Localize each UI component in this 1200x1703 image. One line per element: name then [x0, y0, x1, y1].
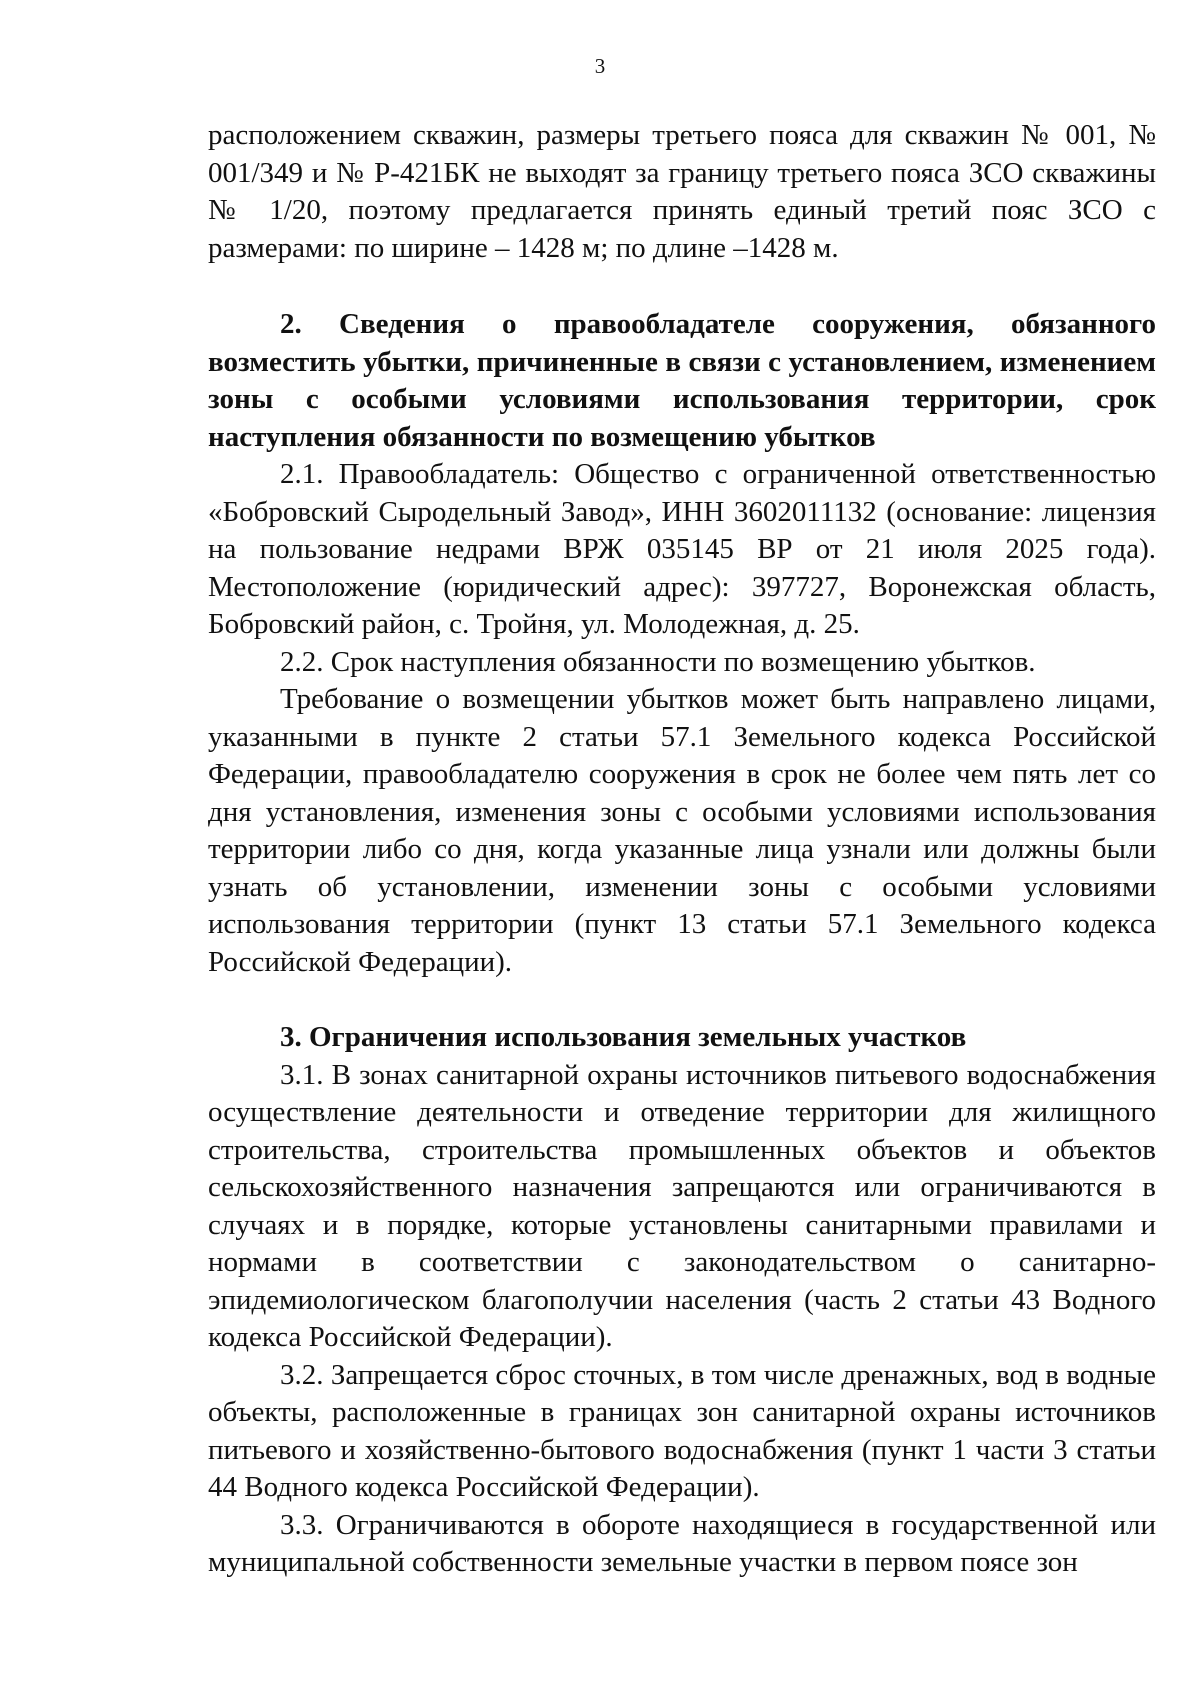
paragraph-2-3: Требование о возмещении убытков может быть направлено лицами, указанными в пункте 2 статьи 57.1 Земельного кодекса Российской Федерации, правообладателю сооружения в срок не более чем пять лет со дня установления, изменения зоны с особыми условиями использования территории либо со дня, когда указанные лица узнали или должны были узнать об установлении, изменении зоны с особыми условиями использования территории (пункт 13 статьи 57.1 Земельного кодекса Российской Федерации).: [208, 683, 1156, 978]
paragraph-continuation: расположением скважин, размеры третьего пояса для скважин № 001, № 001/349 и № Р-421БК не выходят за границу третьего пояса ЗСО скважины № 1/20, поэтому предлагается принять единый третий пояс ЗСО с размерами: по ширине – 1428 м; по длине –1428 м.: [208, 119, 1156, 264]
section-2-heading: 2. Сведения о правообладателе сооружения, обязанного возместить убытки, причиненные в связи с установлением, изменением зоны с особыми условиями использования территории, срок наступления обязанности по возмещению убытков: [208, 308, 1156, 453]
paragraph-2-1: 2.1. Правообладатель: Общество с ограниченной ответственностью «Бобровский Сыродельный Завод», ИНН 3602011132 (основание: лицензия на пользование недрами ВРЖ 035145 ВР от 21 июля 2025 года). Местоположение (юридический адрес): 397727, Воронежская область, Бобровский район, с. Тройня, ул. Молодежная, д. 25.: [208, 458, 1156, 640]
paragraph-3-3: 3.3. Ограничиваются в обороте находящиеся в государственной или муниципальной собственности земельные участки в первом поясе зон: [208, 1508, 1156, 1578]
paragraph-3-2: 3.2. Запрещается сброс сточных, в том числе дренажных, вод в водные объекты, расположенные в границах зон санитарной охраны источников питьевого и хозяйственно-бытового водоснабжения (пункт 1 части 3 статьи 44 Водного кодекса Российской Федерации).: [208, 1358, 1156, 1503]
paragraph-3-1: 3.1. В зонах санитарной охраны источников питьевого водоснабжения осуществление деятельности и отведение территории для жилищного строительства, строительства промышленных объектов и объектов сельскохозяйственного назначения запрещаются или ограничиваются в случаях и в порядке, которые установлены санитарными правилами и нормами в соответствии с законодательством о санитарно-эпидемиологическом благополучии населения (часть 2 статьи 43 Водного кодекса Российской Федерации).: [208, 1058, 1156, 1353]
section-3-heading: 3. Ограничения использования земельных участков: [280, 1021, 967, 1053]
page-number: 3: [594, 54, 606, 78]
document-body: [208, 117, 1156, 1582]
paragraph-2-2: 2.2. Срок наступления обязанности по возмещению убытков.: [280, 645, 1036, 678]
